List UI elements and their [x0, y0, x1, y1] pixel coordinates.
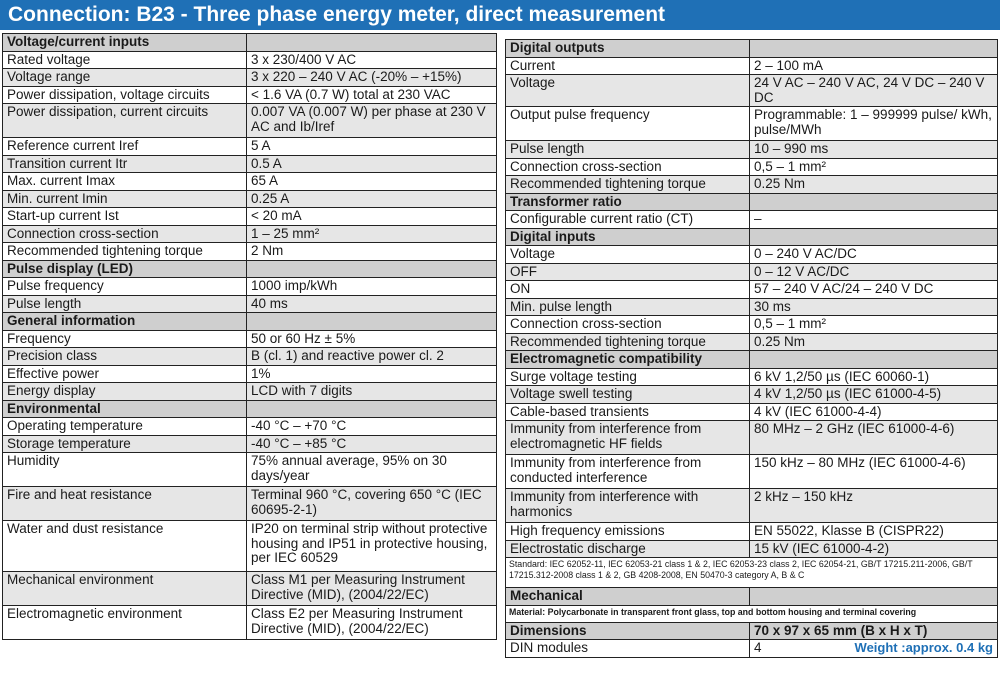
spec-value-text: 2 Nm	[251, 243, 284, 258]
spec-row	[506, 263, 998, 281]
spec-label: Electromagnetic environment	[3, 606, 247, 640]
spec-value-text: -40 °C – +70 °C	[251, 418, 347, 433]
spec-value	[247, 278, 497, 296]
spec-value	[247, 295, 497, 313]
spec-value-text: Programmable: 1 – 999999 pulse/ kWh, pulse/MWh	[754, 107, 992, 137]
spec-row	[506, 281, 998, 299]
spec-row	[3, 330, 497, 348]
spec-value-text: 40 ms	[251, 295, 288, 311]
section-row	[506, 228, 998, 246]
spec-value	[247, 225, 497, 243]
spec-label: Precision class	[3, 348, 247, 366]
spec-label: Energy display	[3, 383, 247, 401]
spec-row	[3, 348, 497, 366]
note-cell: Material: Polycarbonate in transparent front glass, top and bottom housing and terminal covering	[506, 605, 998, 622]
spec-label: Connection cross-section	[506, 316, 750, 334]
spec-label: Power dissipation, current circuits	[3, 104, 247, 138]
spec-row	[506, 421, 998, 455]
spec-value-text: 4 kV 1,2/50 µs (IEC 61000-4-5)	[754, 386, 942, 401]
spec-value	[750, 57, 998, 75]
spec-value-text: Class E2 per Measuring Instrument Directive (MID), (2004/22/EC)	[251, 606, 463, 636]
section-row	[506, 40, 998, 58]
spec-row	[506, 158, 998, 176]
spec-label: Recommended tightening torque	[3, 243, 247, 261]
spec-row	[506, 640, 998, 658]
spec-label: Pulse length	[506, 141, 750, 159]
spec-value	[247, 521, 497, 572]
spec-row	[3, 365, 497, 383]
left-spec-body	[3, 34, 497, 640]
spec-value-text: 5 A	[251, 138, 271, 153]
section-row	[506, 351, 998, 369]
spec-row	[3, 86, 497, 104]
spec-label: Fire and heat resistance	[3, 487, 247, 521]
right-spec-body	[506, 40, 998, 658]
spec-value-text: 3 x 220 – 240 V AC (-20% – +15%)	[251, 69, 462, 84]
spec-label: Configurable current ratio (CT)	[506, 211, 750, 229]
spec-row	[3, 487, 497, 521]
spec-value	[750, 158, 998, 176]
spec-value	[247, 138, 497, 156]
spec-row	[3, 173, 497, 191]
section-row	[3, 34, 497, 52]
section-row	[3, 400, 497, 418]
spec-row	[506, 246, 998, 264]
spec-value	[247, 190, 497, 208]
spec-row	[3, 104, 497, 138]
spec-label: Voltage swell testing	[506, 386, 750, 404]
spec-value-text: LCD with 7 digits	[251, 383, 353, 398]
spec-row	[506, 333, 998, 351]
spec-value-text: B (cl. 1) and reactive power cl. 2	[251, 348, 444, 363]
spec-value-text: IP20 on terminal strip without protective housing and IP51 in protective housing, per IEC 60529	[251, 521, 488, 565]
spec-row	[506, 455, 998, 489]
section-heading-value	[750, 193, 998, 211]
spec-row	[3, 225, 497, 243]
spec-row	[3, 155, 497, 173]
spec-label: Voltage range	[3, 69, 247, 87]
spec-row	[506, 176, 998, 194]
spec-value-text: 1 – 25 mm²	[251, 225, 320, 241]
spec-label: Reference current Iref	[3, 138, 247, 156]
spec-row	[3, 453, 497, 487]
spec-value-text: 0.007 VA (0.007 W) per phase at 230 V AC and Ib/Iref	[251, 104, 486, 134]
spec-value	[247, 86, 497, 104]
spec-value	[750, 489, 998, 523]
spec-value	[750, 421, 998, 455]
spec-row	[506, 57, 998, 75]
spec-value	[750, 386, 998, 404]
spec-row	[3, 243, 497, 261]
spec-label: Recommended tightening torque	[506, 333, 750, 351]
spec-value	[247, 173, 497, 191]
spec-label: Min. current Imin	[3, 190, 247, 208]
spec-label: Transition current Itr	[3, 155, 247, 173]
section-heading: Voltage/current inputs	[3, 34, 247, 52]
spec-label: Storage temperature	[3, 435, 247, 453]
spec-value	[750, 75, 998, 107]
spec-value	[247, 487, 497, 521]
spec-label: Effective power	[3, 365, 247, 383]
spec-row	[506, 107, 998, 141]
spec-value	[247, 383, 497, 401]
spec-value	[247, 348, 497, 366]
spec-value	[750, 281, 998, 299]
spec-value-text: 2 – 100 mA	[754, 57, 824, 73]
spec-value	[247, 51, 497, 69]
spec-row	[3, 418, 497, 436]
spec-value-text: 0.25 Nm	[754, 176, 806, 191]
spec-row	[506, 523, 998, 541]
spec-label: Recommended tightening torque	[506, 176, 750, 194]
spec-value	[247, 155, 497, 173]
spec-label: Cable-based transients	[506, 403, 750, 421]
spec-row	[3, 606, 497, 640]
section-heading-value	[247, 313, 497, 331]
section-heading: Mechanical	[506, 588, 750, 606]
spec-row	[3, 435, 497, 453]
spec-value-text: 65 A	[251, 173, 279, 188]
spec-value	[247, 453, 497, 487]
spec-row	[3, 190, 497, 208]
spec-label: Operating temperature	[3, 418, 247, 436]
spec-row	[506, 540, 998, 558]
spec-label: Pulse frequency	[3, 278, 247, 296]
spec-value-text: 0 – 240 V AC/DC	[754, 246, 857, 261]
spec-value-text: –	[754, 211, 762, 226]
page-title: Connection: B23 - Three phase energy meter, direct measurement	[0, 0, 1000, 30]
spec-row	[506, 211, 998, 229]
spec-label: Rated voltage	[3, 51, 247, 69]
spec-value-text: 150 kHz – 80 MHz (IEC 61000-4-6)	[754, 455, 966, 470]
section-heading: Digital inputs	[506, 228, 750, 246]
spec-value	[247, 572, 497, 606]
weight-note: Weight :approx. 0.4 kg	[854, 640, 993, 655]
spec-value-text: 1000 imp/kWh	[251, 278, 338, 293]
spec-label: Connection cross-section	[3, 225, 247, 243]
spec-value-text: 75% annual average, 95% on 30 days/year	[251, 453, 447, 483]
spec-value-text: 0 – 12 V AC/DC	[754, 263, 850, 279]
section-heading-value	[750, 588, 998, 606]
section-heading: Pulse display (LED)	[3, 260, 247, 278]
note-row	[506, 605, 998, 622]
spec-value	[750, 640, 998, 658]
spec-row	[506, 489, 998, 523]
spec-row	[506, 298, 998, 316]
spec-value-text: 50 or 60 Hz ± 5%	[251, 330, 356, 346]
spec-value	[750, 333, 998, 351]
spec-value-text: 2 kHz – 150 kHz	[754, 489, 854, 504]
spec-value	[247, 243, 497, 261]
spec-value-text: 57 – 240 V AC/24 – 240 V DC	[754, 281, 934, 296]
spec-label: Mechanical environment	[3, 572, 247, 606]
spec-row	[3, 51, 497, 69]
spec-label: Connection cross-section	[506, 158, 750, 176]
spec-row	[3, 295, 497, 313]
spec-row	[3, 278, 497, 296]
spec-label: Start-up current Ist	[3, 208, 247, 226]
note-row	[506, 558, 998, 588]
spec-value	[247, 365, 497, 383]
spec-row	[506, 75, 998, 107]
spec-label: High frequency emissions	[506, 523, 750, 541]
section-heading-value	[750, 40, 998, 58]
spec-value-text: 0.25 A	[251, 190, 290, 206]
spec-value	[247, 208, 497, 226]
spec-label: Voltage	[506, 246, 750, 264]
spec-value-text: 6 kV 1,2/50 µs (IEC 60060-1)	[754, 368, 930, 384]
section-heading: Transformer ratio	[506, 193, 750, 211]
note-cell: Standard: IEC 62052-11, IEC 62053-21 class 1 & 2, IEC 62053-23 class 2, IEC 62054-21, GB/T 17215.211-2006, GB/T 17215.312-2008 class 1 & 2, GB 4208-2008, EN 50470-3 category A, B & C	[506, 558, 998, 588]
spec-value	[750, 316, 998, 334]
spec-value	[750, 368, 998, 386]
spec-value-text: Class M1 per Measuring Instrument Directive (MID), (2004/22/EC)	[251, 572, 465, 602]
spec-label: Water and dust resistance	[3, 521, 247, 572]
spec-value-text: 0,5 – 1 mm²	[754, 316, 827, 331]
section-row	[506, 588, 998, 606]
spec-value-text: 10 – 990 ms	[754, 141, 829, 156]
spec-value-text: 0.5 A	[251, 155, 282, 171]
spec-label: OFF	[506, 263, 750, 281]
spec-value-text: 0.25 Nm	[754, 333, 806, 349]
spec-value-text: -40 °C – +85 °C	[251, 435, 347, 451]
spec-label: Immunity from interference with harmonics	[506, 489, 750, 523]
spec-value-text: < 20 mA	[251, 208, 302, 223]
spec-row	[3, 521, 497, 572]
spec-value	[247, 330, 497, 348]
section-heading: General information	[3, 313, 247, 331]
spec-value	[750, 523, 998, 541]
spec-label: Surge voltage testing	[506, 368, 750, 386]
spec-row	[3, 572, 497, 606]
section-heading-value	[750, 351, 998, 369]
spec-row	[3, 69, 497, 87]
section-row	[506, 193, 998, 211]
spec-label: Power dissipation, voltage circuits	[3, 86, 247, 104]
spec-row	[506, 141, 998, 159]
spec-label: Immunity from interference from conducted interference	[506, 455, 750, 489]
section-row	[3, 260, 497, 278]
section-row	[506, 622, 998, 640]
spec-value	[750, 455, 998, 489]
section-heading-value	[750, 228, 998, 246]
section-row	[3, 313, 497, 331]
spec-value-text: EN 55022, Klasse B (CISPR22)	[754, 523, 944, 538]
spec-value-text: 0,5 – 1 mm²	[754, 158, 827, 174]
spec-row	[506, 386, 998, 404]
spec-label: Electrostatic discharge	[506, 540, 750, 558]
spec-label: Immunity from interference from electromagnetic HF fields	[506, 421, 750, 455]
spec-value	[750, 263, 998, 281]
spec-value-text: 3 x 230/400 V AC	[251, 51, 357, 67]
section-heading-value	[247, 260, 497, 278]
spec-row	[506, 403, 998, 421]
section-heading: Electromagnetic compatibility	[506, 351, 750, 369]
spec-value	[750, 246, 998, 264]
left-spec-table	[2, 33, 497, 640]
spec-value	[247, 418, 497, 436]
spec-label: DIN modules	[506, 640, 750, 658]
spec-value	[750, 107, 998, 141]
spec-value-text: 80 MHz – 2 GHz (IEC 61000-4-6)	[754, 421, 955, 436]
spec-value-text: < 1.6 VA (0.7 W) total at 230 VAC	[251, 86, 451, 102]
section-heading: Dimensions	[506, 622, 750, 640]
spec-value-text: 4	[754, 640, 762, 655]
spec-value	[750, 403, 998, 421]
section-heading-value	[247, 400, 497, 418]
spec-value	[247, 104, 497, 138]
spec-value	[750, 176, 998, 194]
spec-label: Output pulse frequency	[506, 107, 750, 141]
spec-value	[750, 298, 998, 316]
spec-value-text: 4 kV (IEC 61000-4-4)	[754, 403, 882, 419]
spec-value-text: Terminal 960 °C, covering 650 °C (IEC 60695-2-1)	[251, 487, 482, 517]
spec-value	[247, 606, 497, 640]
right-spec-table	[505, 39, 998, 658]
spec-label: ON	[506, 281, 750, 299]
spec-row	[3, 383, 497, 401]
spec-value-text: 30 ms	[754, 298, 791, 314]
spec-value	[750, 540, 998, 558]
section-heading-value: 70 x 97 x 65 mm (B x H x T)	[750, 622, 998, 640]
spec-row	[3, 208, 497, 226]
spec-row	[3, 138, 497, 156]
spec-label: Max. current Imax	[3, 173, 247, 191]
section-heading: Environmental	[3, 400, 247, 418]
spec-label: Voltage	[506, 75, 750, 107]
spec-label: Pulse length	[3, 295, 247, 313]
spec-row	[506, 368, 998, 386]
spec-value	[750, 141, 998, 159]
section-heading-value	[247, 34, 497, 52]
spec-row	[506, 316, 998, 334]
spec-label: Min. pulse length	[506, 298, 750, 316]
section-heading: Digital outputs	[506, 40, 750, 58]
spec-value-text: 1%	[251, 365, 271, 381]
spec-label: Frequency	[3, 330, 247, 348]
spec-value	[247, 435, 497, 453]
spec-value	[750, 211, 998, 229]
spec-label: Humidity	[3, 453, 247, 487]
spec-label: Current	[506, 57, 750, 75]
spec-value-text: 24 V AC – 240 V AC, 24 V DC – 240 V DC	[754, 75, 985, 105]
spec-value-text: 15 kV (IEC 61000-4-2)	[754, 540, 890, 556]
spec-value	[247, 69, 497, 87]
